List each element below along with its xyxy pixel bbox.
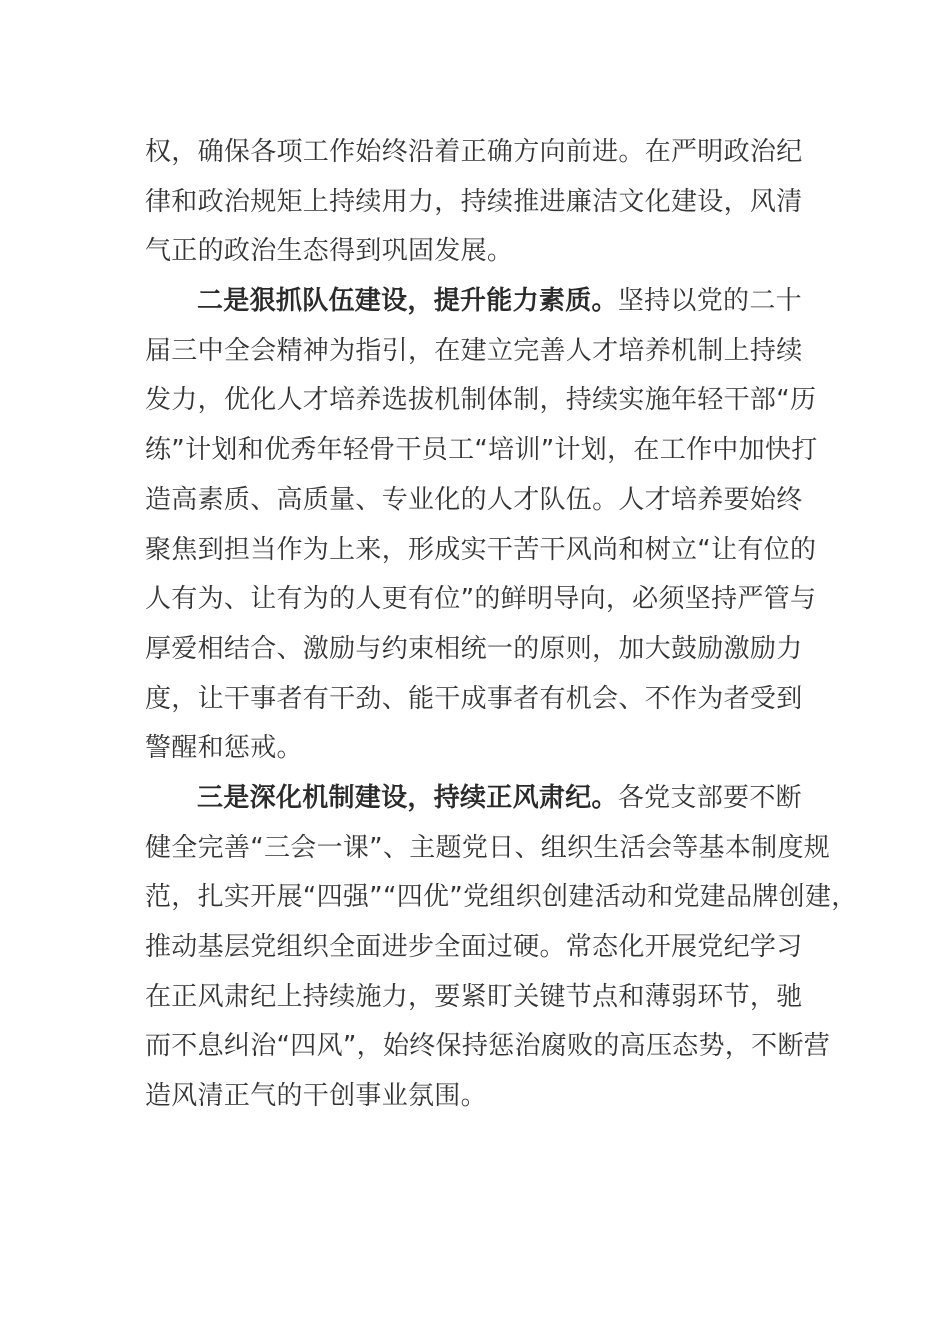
paragraph-line: 而不息纠治“四风”，始终保持惩治腐败的高压态势，不断营 — [145, 1031, 831, 1062]
paragraph-line: 推动基层党组织全面进步全面过硬。常态化开展党纪学习 — [145, 932, 803, 962]
paragraph-first-line — [145, 277, 835, 327]
paragraph-line: 聚焦到担当作为上来，形成实干苦干风尚和树立“让有位的 — [145, 534, 817, 565]
section-3-heading: 三是深化机制建设，持续正风肃纪。 — [197, 782, 618, 813]
document-body — [145, 128, 858, 1122]
paragraph-line: 在正风肃纪上持续施力，要紧盯关键节点和薄弱环节，驰 — [145, 981, 803, 1012]
paragraph-line: 气正的政治生态得到巩固发展。 — [145, 236, 514, 267]
paragraph-line: 范，扎实开展“四强”“四优”党组织创建活动和党建品牌创建， — [145, 882, 858, 913]
paragraph-line: 人有为、让有为的人更有位”的鲜明导向，必须坚持严管与 — [145, 584, 817, 615]
paragraph-line: 律和政治规矩上持续用力，持续推进廉洁文化建设，风清 — [145, 186, 803, 217]
paragraph-line: 造风清正气的干创事业氛围。 — [145, 1081, 487, 1112]
section-2-heading: 二是狠抓队伍建设，提升能力素质。 — [197, 286, 618, 317]
paragraph-line: 度，让干事者有干劲、能干成事者有机会、不作为者受到 — [145, 683, 803, 714]
paragraph-text: 各党支部要不断 — [617, 782, 802, 813]
paragraph-line: 权，确保各项工作始终沿着正确方向前进。在严明政治纪 — [145, 137, 803, 167]
paragraph-line: 厚爱相结合、激励与约束相统一的原则，加大鼓励激励力 — [145, 633, 803, 664]
paragraph-line: 造高素质、高质量、专业化的人才队伍。人才培养要始终 — [145, 484, 803, 515]
paragraph-line: 健全完善“三会一课”、主题党日、组织生活会等基本制度规 — [145, 832, 831, 863]
intro-paragraph — [145, 128, 835, 277]
paragraph-first-line — [145, 774, 835, 824]
paragraph-text: 坚持以党的二十 — [617, 286, 802, 317]
paragraph-line: 警醒和惩戒。 — [145, 733, 303, 764]
section-2-paragraph — [145, 277, 835, 774]
paragraph-line: 届三中全会精神为指引，在建立完善人才培养机制上持续 — [145, 335, 803, 366]
paragraph-line: 发力，优化人才培养选拔机制体制，持续实施年轻干部“历 — [145, 385, 817, 416]
paragraph-line: 练”计划和优秀年轻骨干员工“培训”计划，在工作中加快打 — [145, 435, 818, 466]
section-3-paragraph — [145, 774, 858, 1122]
